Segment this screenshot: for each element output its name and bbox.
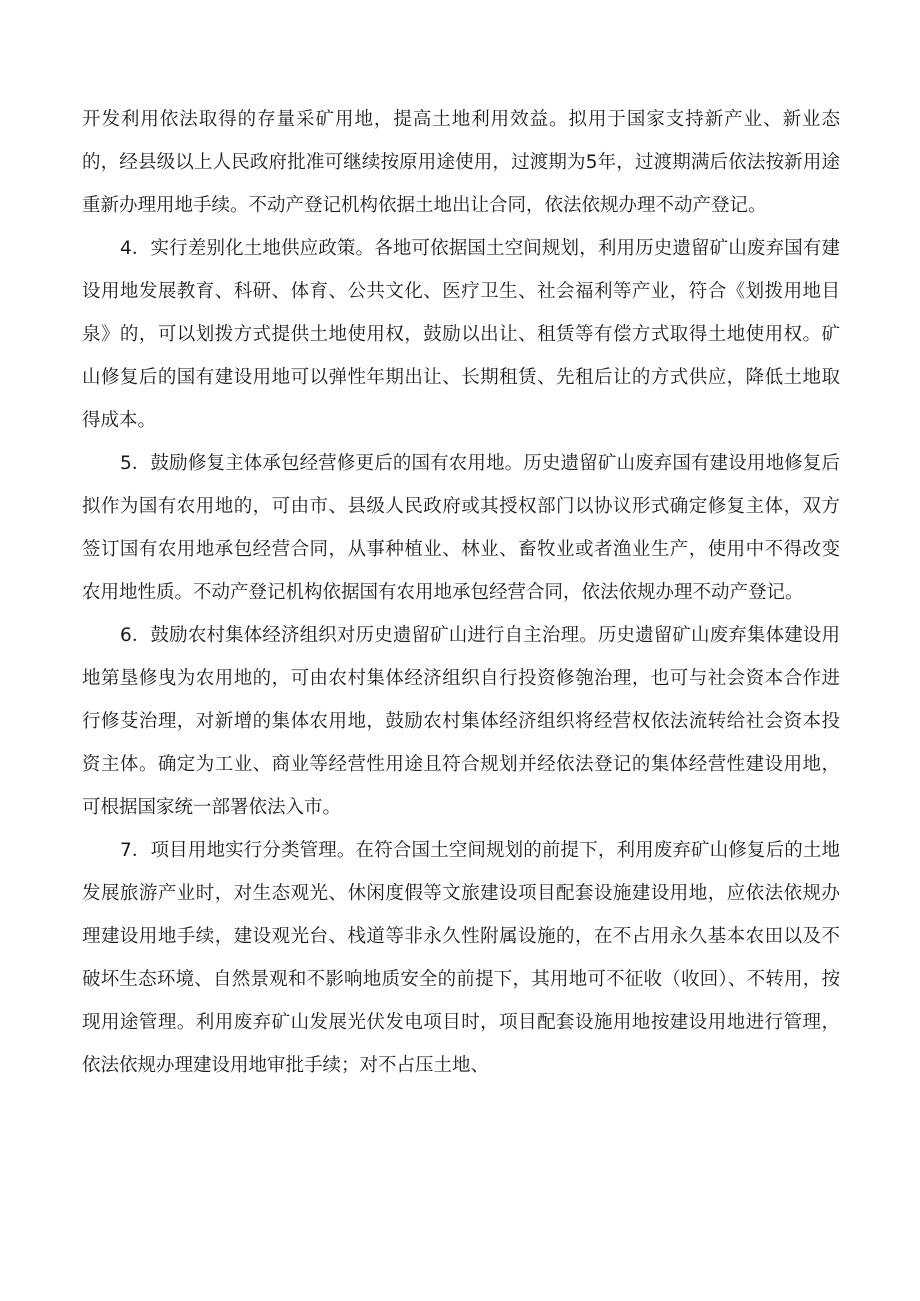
paragraph-number: 5．: [120, 453, 151, 474]
paragraph-text: 项目用地实行分类管理。在符合国土空间规划的前提下，利用废弃矿山修复后的土地发展旅游产业时，对生态观光、休闲度假等文旅建设项目配套设施建设用地，应依法依规办理建设用地手续，建设观光台、栈道等非永久性附属设施的，在不占用永久基本农田以及不破坏生态环境、自然景观和不影响地质安全的前提下，其用地可不征收（收回）、不转用，按现用途管理。利用废弃矿山发展光伏发电项目时，项目配套设施用地按建设用地进行管理，依法依规办理建设用地审批手续；对不占压土地、: [82, 840, 840, 1076]
paragraph-text: 开发利用依法取得的存量采矿用地，提高土地利用效益。拟用于国家支持新产业、新业态的，经县级以上人民政府批准可继续按原用途使用，过渡期为5年，过渡期满后依法按新用途重新办理用地手续。不动产登记机构依据土地出让合同，依法依规办理不动产登记。: [82, 109, 840, 216]
paragraph-continuation: [82, 98, 840, 227]
document-body: [82, 98, 840, 1087]
paragraph-text: 鼓励修复主体承包经营修更后的国有农用地。历史遗留矿山废弃国有建设用地修复后拟作为国有农用地的，可由市、县级人民政府或其授权部门以协议形式确定修复主体，双方签订国有农用地承包经营合同，从事种植业、林业、畜牧业或者渔业生产，使用中不得改变农用地性质。不动产登记机构依据国有农用地承包经营合同，依法依规办理不动产登记。: [82, 453, 840, 603]
paragraph-item-5: [82, 442, 840, 614]
paragraph-text: 实行差别化土地供应政策。各地可依据国土空间规划，利用历史遗留矿山废弃国有建设用地发展教育、科研、体育、公共文化、医疗卫生、社会福利等产业，符合《划拨用地目泉》的，可以划拨方式提供土地使用权，鼓励以出让、租赁等有偿方式取得土地使用权。矿山修复后的国有建设用地可以弹性年期出让、长期租赁、先租后让的方式供应，降低土地取得成本。: [82, 238, 840, 431]
paragraph-item-6: [82, 614, 840, 829]
paragraph-item-7: [82, 829, 840, 1087]
paragraph-number: 6．: [120, 625, 151, 646]
paragraph-number: 4．: [120, 238, 151, 259]
paragraph-text: 鼓励农村集体经济组织对历史遗留矿山进行自主治理。历史遗留矿山废弃集体建设用地第垦修曳为农用地的，可由农村集体经济组织自行投资修匏治理，也可与社会资本合作进行修芟治理，对新增的集体农用地，鼓励农村集体经济组织将经营权依法流转给社会资本投资主体。确定为工业、商业等经营性用途且符合规划并经依法登记的集体经营性建设用地，可根据国家统一部署依法入市。: [82, 625, 840, 818]
paragraph-number: 7．: [120, 840, 151, 861]
paragraph-item-4: [82, 227, 840, 442]
